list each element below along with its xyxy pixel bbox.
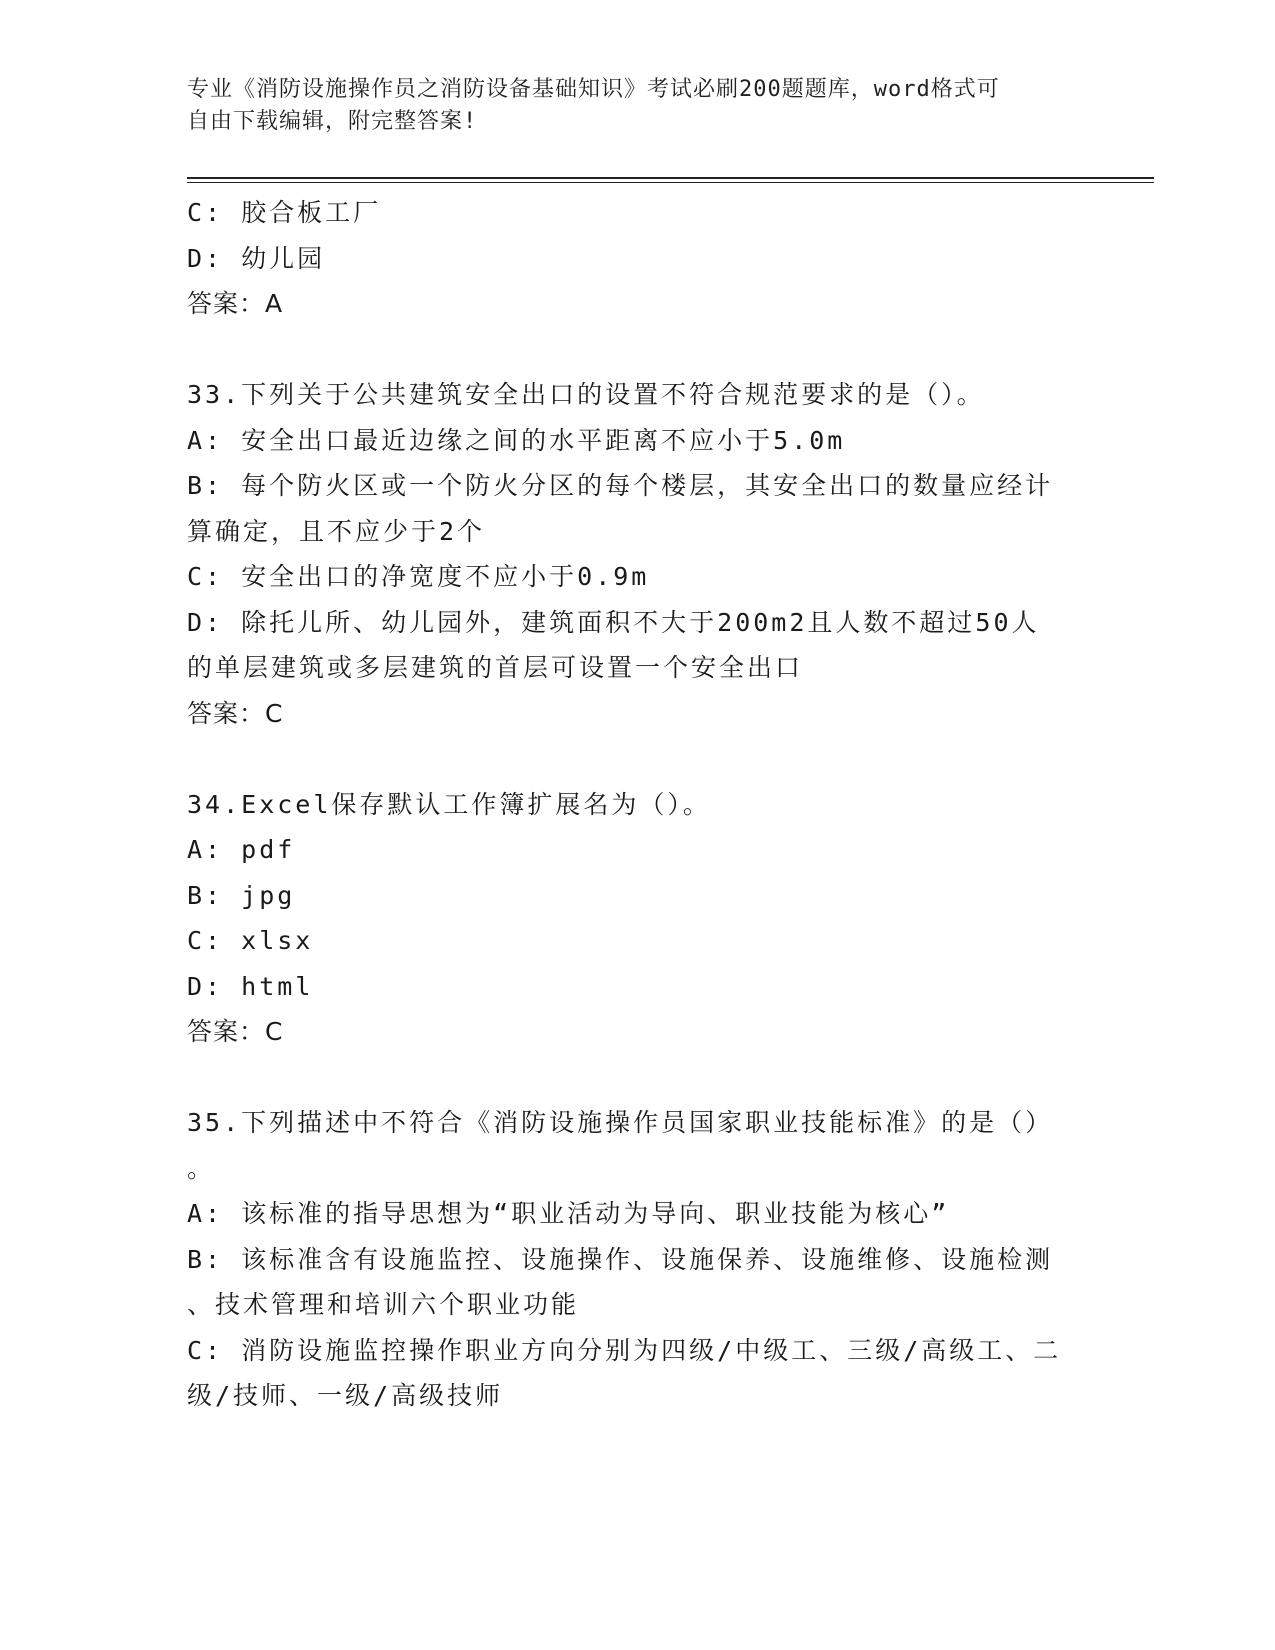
q34-option-c: C: xlsx [187, 926, 314, 955]
q33-question: 33.下列关于公共建筑安全出口的设置不符合规范要求的是（）。 [187, 380, 985, 409]
page-header [187, 74, 1067, 138]
q32-answer: 答案：A [187, 289, 284, 318]
q35-question-line-1: 35.下列描述中不符合《消防设施操作员国家职业技能标准》的是（） [187, 1108, 1054, 1137]
q35-option-c-line-2: 级/技师、一级/高级技师 [187, 1381, 504, 1410]
q33-option-a: A: 安全出口最近边缘之间的水平距离不应小于5.0m [187, 425, 846, 455]
q35-question-line-2: 。 [187, 1153, 216, 1183]
q33-option-c: C: 安全出口的净宽度不应小于0.9m [187, 562, 650, 591]
q34-answer: 答案：C [187, 1017, 284, 1046]
q35-option-a: A: 该标准的指导思想为“职业活动为导向、职业技能为核心” [187, 1199, 950, 1228]
q33-option-b-line-1: B: 每个防火区或一个防火分区的每个楼层，其安全出口的数量应经计 [187, 471, 1054, 500]
q35-option-c-line-1: C: 消防设施监控操作职业方向分别为四级/中级工、三级/高级工、二 [187, 1335, 1062, 1365]
spacer [187, 327, 1067, 373]
header-divider-thin [187, 182, 1154, 183]
q33-option-d-line-1: D: 除托儿所、幼儿园外，建筑面积不大于200m2且人数不超过50人 [187, 607, 1040, 637]
q32-option-d: D: 幼儿园 [187, 243, 326, 273]
q33-option-b-line-2: 算确定，且不应少于2个 [187, 516, 486, 546]
q33-answer: 答案：C [187, 698, 284, 728]
header-title-line-2: 自由下载编辑，附完整答案! [187, 109, 478, 134]
q34-option-b: B: jpg [187, 880, 296, 910]
spacer [187, 736, 1067, 782]
q35-option-b-line-1: B: 该标准含有设施监控、设施操作、设施保养、设施维修、设施检测 [187, 1244, 1054, 1274]
spacer [187, 1055, 1067, 1101]
q35-option-b-line-2: 、技术管理和培训六个职业功能 [187, 1290, 580, 1319]
q33-option-d-line-2: 的单层建筑或多层建筑的首层可设置一个安全出口 [187, 653, 804, 682]
q34-question: 34.Excel保存默认工作簿扩展名为（）。 [187, 789, 711, 819]
question-content [187, 190, 1067, 1419]
header-title-line-1: 专业《消防设施操作员之消防设备基础知识》考试必刷200题题库，word格式可 [187, 77, 1000, 102]
q34-option-d: D: html [187, 971, 314, 1001]
q32-option-c: C: 胶合板工厂 [187, 198, 382, 227]
q34-option-a: A: pdf [187, 835, 296, 864]
header-divider-thick [187, 177, 1154, 179]
